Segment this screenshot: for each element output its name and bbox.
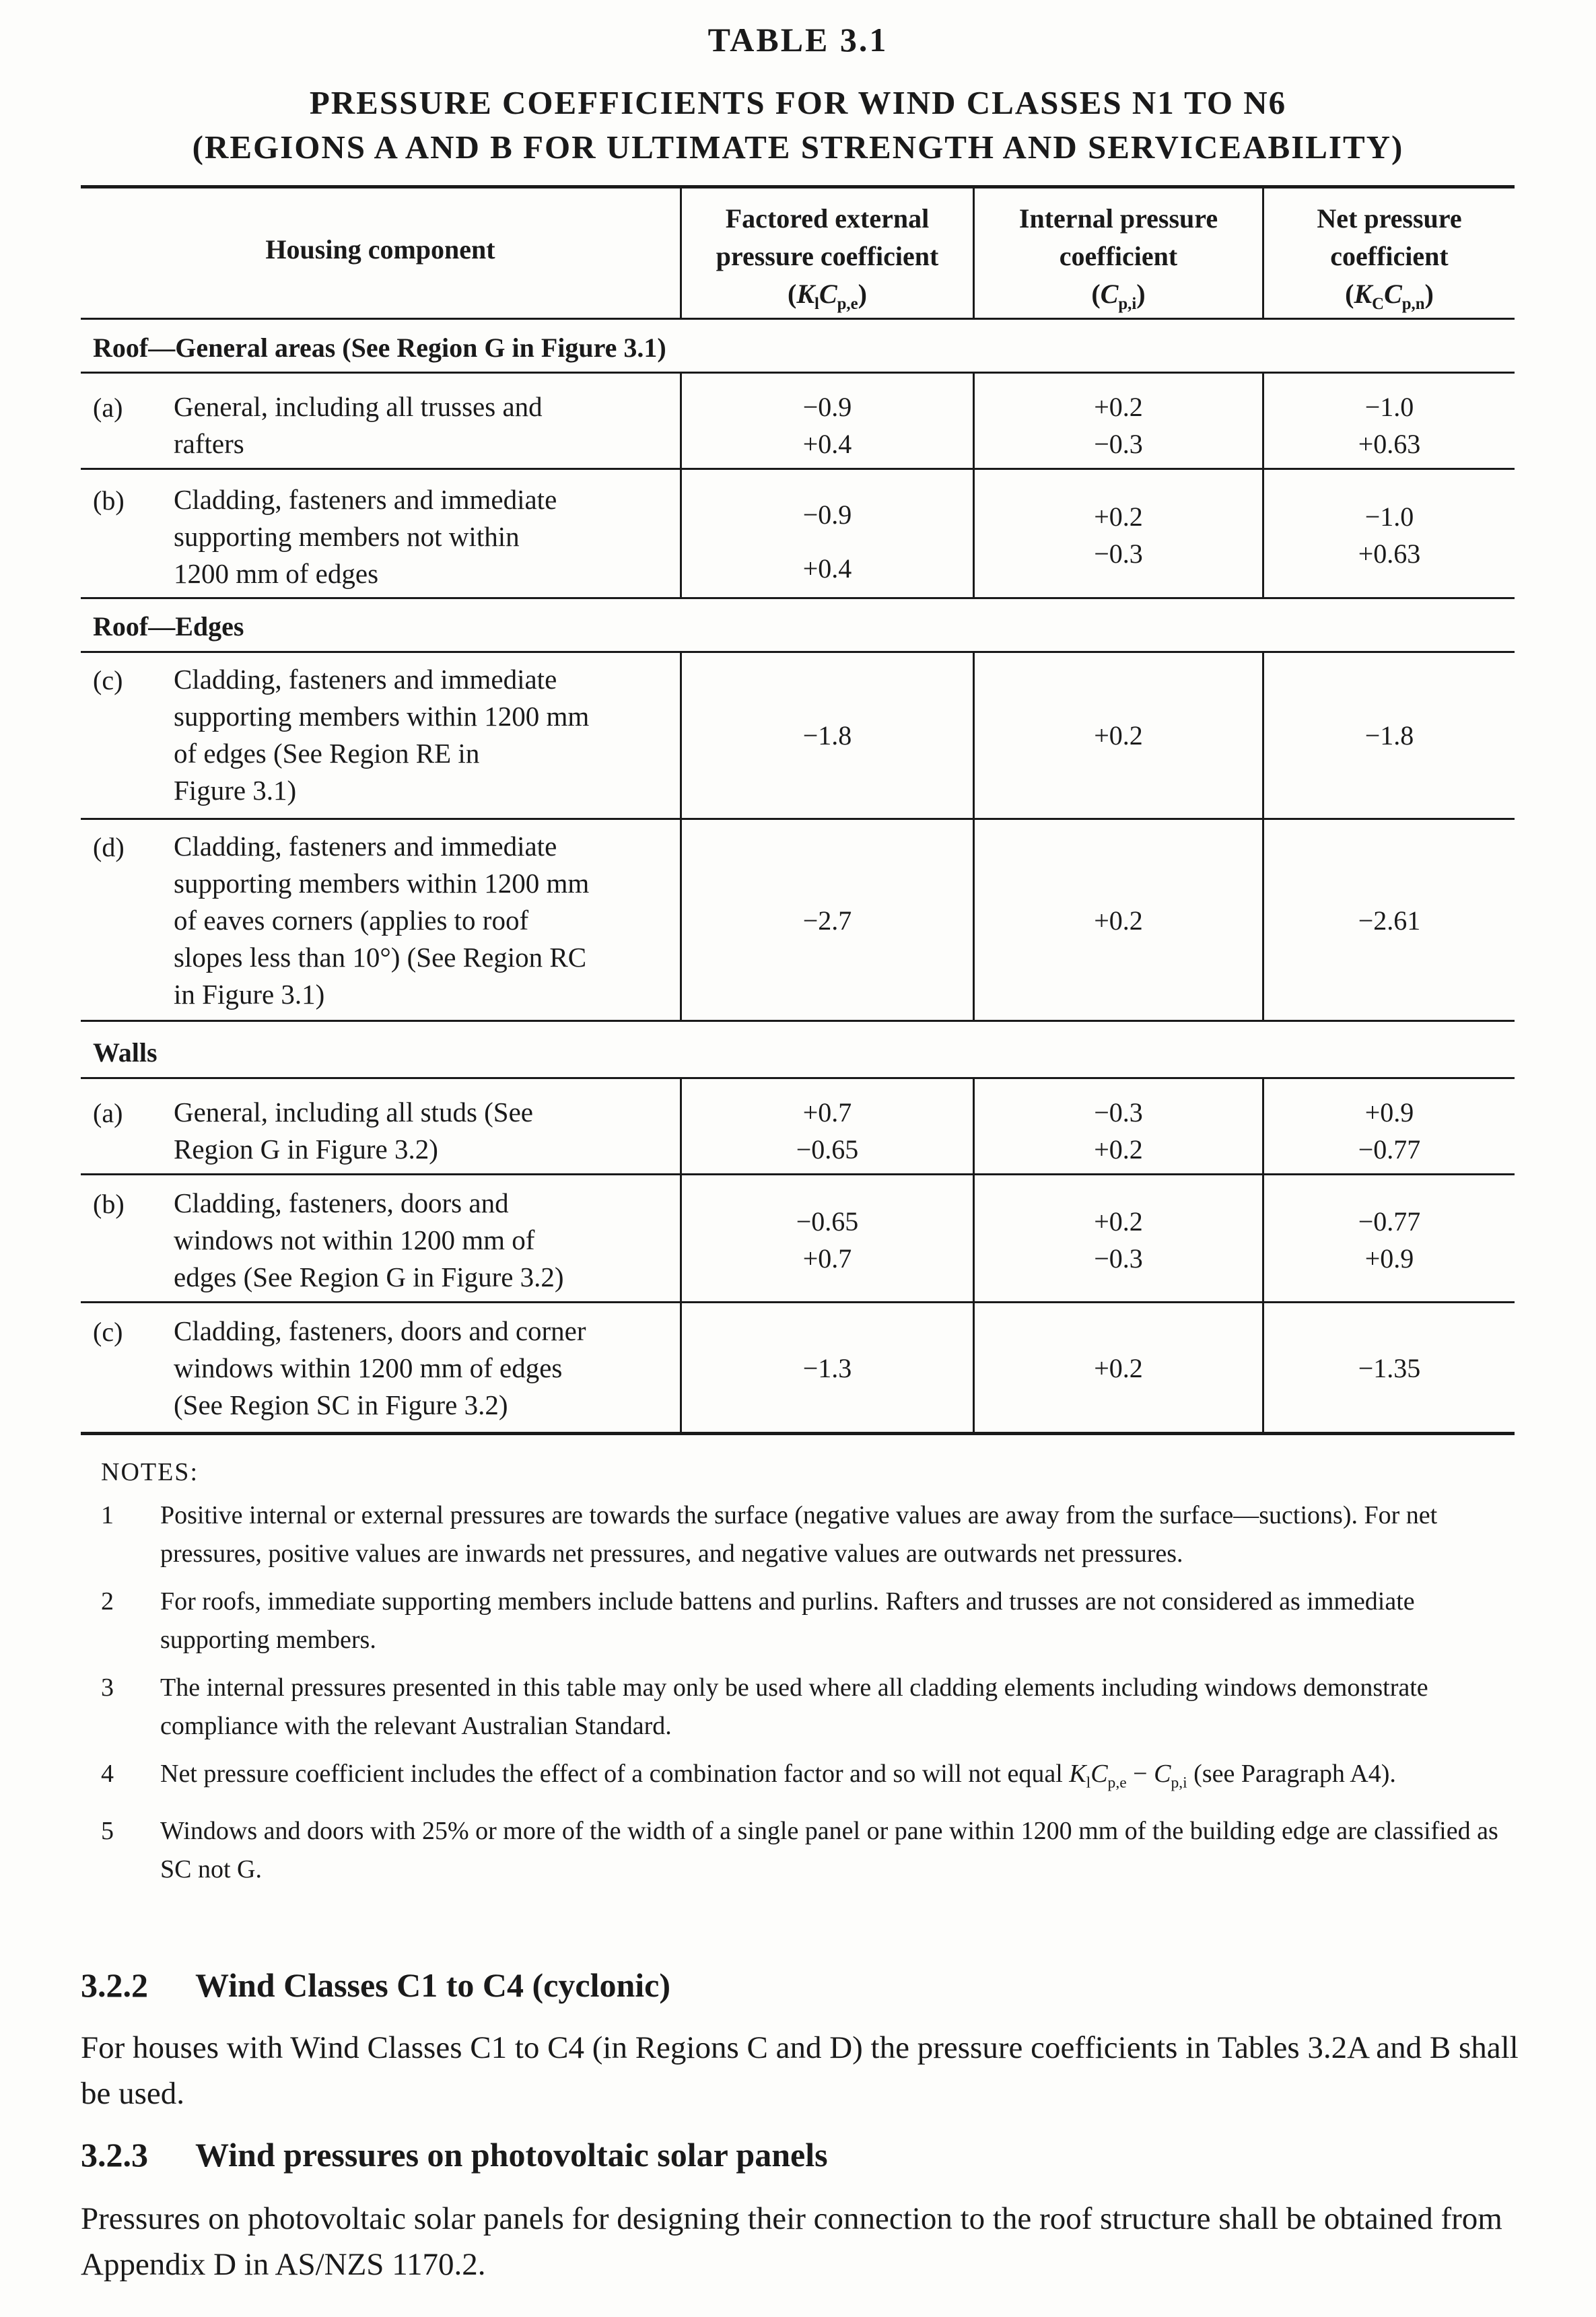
net-value: −1.0 +0.63	[1358, 502, 1421, 569]
table-notes	[101, 1457, 1508, 1889]
header-housing-component: Housing component	[265, 234, 495, 265]
section-323-body: Pressures on photovoltaic solar panels for designing their connection to the roof structure shall be obtained from Appendix D in AS/NZS 1170.2.	[81, 2201, 1502, 2282]
table-top-rule	[81, 185, 1515, 188]
external-value: −1.3	[802, 1353, 852, 1383]
external-value: −0.9 +0.4	[802, 392, 852, 459]
net-value: −1.35	[1358, 1353, 1421, 1383]
external-value: −0.65 +0.7	[796, 1206, 859, 1274]
table-row: (a) General, including all trusses and rafters	[93, 391, 543, 459]
header-net-coefficient: Net pressure coefficient $(K_CC_{p,n})$	[1264, 200, 1515, 323]
external-value: −1.8	[802, 720, 852, 751]
table-row: (b) Cladding, fasteners, doors and windows not within 1200 mm of edges (See Region G in Figure 3.2)	[93, 1187, 564, 1292]
row-rule	[81, 597, 1515, 599]
col-rule	[973, 651, 975, 1020]
note-item: 2 For roofs, immediate supporting members include battens and purlins. Rafters and trusses are not considered as immediate supporting members.	[101, 1587, 1415, 1654]
external-value: −2.7	[802, 905, 852, 936]
internal-symbol: $(C_{p,i})$	[1091, 279, 1146, 313]
external-value: −0.9 +0.4	[802, 499, 852, 584]
table-row: (c) Cladding, fasteners and immediate supporting members within 1200 mm of edges (See Region RE in Figure 3.1)	[93, 664, 590, 806]
section-roof-edges: Roof—Edges	[93, 611, 244, 642]
net-symbol: $(K_CC_{p,n})$	[1345, 279, 1434, 313]
internal-value: +0.2	[1094, 720, 1143, 751]
header-external-coefficient: Factored external pressure coefficient $(K_lC_{p,e})$	[682, 200, 973, 323]
net-formula: $K_lC_{p,e} - C_{p,i}$	[1069, 1760, 1187, 1792]
section-heading-323: 3.2.3 Wind pressures on photovoltaic solar panels	[81, 2136, 828, 2174]
table-bottom-rule	[81, 1432, 1515, 1435]
note-item: 1 Positive internal or external pressures are towards the surface (negative values are away from the surface—suctions). For net pressures, positive values are inwards net pressures, and negative values are outwards net pressures.	[101, 1501, 1438, 1568]
net-value: +0.9 −0.77	[1358, 1097, 1421, 1165]
row-rule	[81, 1020, 1515, 1022]
table-title-line-1: PRESSURE COEFFICIENTS FOR WIND CLASSES N1 TO N6	[309, 84, 1287, 121]
notes-heading: NOTES:	[101, 1458, 199, 1486]
external-value: +0.7 −0.65	[796, 1097, 859, 1165]
section-walls: Walls	[93, 1037, 158, 1068]
table-label: TABLE 3.1	[707, 21, 889, 59]
table-row: (d) Cladding, fasteners and immediate supporting members within 1200 mm of eaves corners (applies to roof slopes less than 10°) (See Region RC in Figure 3.1)	[93, 831, 590, 1010]
internal-value: +0.2 −0.3	[1094, 502, 1143, 569]
section-322-body: For houses with Wind Classes C1 to C4 (in Regions C and D) the pressure coefficients in Tables 3.2A and B shall be used.	[81, 2030, 1519, 2111]
internal-value: +0.2 −0.3	[1094, 392, 1143, 459]
table-title-line-2: (REGIONS A AND B FOR ULTIMATE STRENGTH AND SERVICEABILITY)	[192, 129, 1404, 166]
header-internal-coefficient: Internal pressure coefficient $(C_{p,i})$	[975, 200, 1262, 323]
external-symbol: $(K_lC_{p,e})$	[788, 279, 867, 313]
section-roof-general: Roof—General areas (See Region G in Figure 3.1)	[93, 333, 666, 363]
internal-value: +0.2 −0.3	[1094, 1206, 1143, 1274]
table-title	[0, 81, 1596, 170]
net-value: −0.77 +0.9	[1358, 1206, 1421, 1274]
note-item: 3 The internal pressures presented in this table may only be used where all cladding elements including windows demonstrate compliance with the relevant Australian Standard.	[101, 1673, 1428, 1740]
internal-value: +0.2	[1094, 1353, 1143, 1383]
net-value: −1.0 +0.63	[1358, 392, 1421, 459]
table-row: (c) Cladding, fasteners, doors and corner windows within 1200 mm of edges (See Region SC in Figure 3.2)	[93, 1315, 586, 1420]
internal-value: +0.2	[1094, 905, 1143, 936]
table-row: (a) General, including all studs (See Region G in Figure 3.2)	[93, 1097, 534, 1165]
note-item: 5 Windows and doors with 25% or more of the width of a single panel or pane within 1200 mm of the building edge are classified as SC not G.	[101, 1816, 1498, 1883]
net-value: −1.8	[1364, 720, 1414, 751]
col-rule	[1262, 651, 1264, 1020]
table-row: (b) Cladding, fasteners and immediate supporting members not within 1200 mm of edges	[93, 484, 557, 589]
note-item: 4 Net pressure coefficient includes the effect of a combination factor and so will not equal $K_lC_{p,e} - C_{p,i}$ (see Paragraph A4).	[101, 1760, 1396, 1792]
net-value: −2.61	[1358, 905, 1421, 936]
section-heading-322: 3.2.2 Wind Classes C1 to C4 (cyclonic)	[81, 1966, 671, 2004]
internal-value: −0.3 +0.2	[1094, 1097, 1143, 1165]
